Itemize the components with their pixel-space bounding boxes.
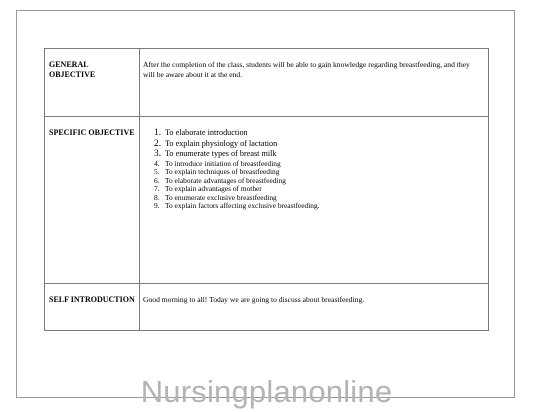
list-item-number: 8. [154,192,160,202]
self-introduction-label: SELF INTRODUCTION [45,284,140,331]
list-item-number: 1. [154,128,162,138]
table-row-self-introduction [45,284,489,331]
general-objective-label: GENERAL OBJECTIVE [45,49,140,117]
table-row-general-objective [45,49,489,117]
specific-objective-label: SPECIFIC OBJECTIVE [45,117,140,284]
list-item-text: To explain factors affecting exclusive breastfeeding. [165,201,320,211]
list-item [154,139,482,150]
watermark: Nursingplanonline [140,374,393,409]
list-item-number: 5. [154,167,160,177]
list-item-text: To explain physiology of lactation [165,138,278,148]
general-objective-text: After the completion of the class, students will be able to gain knowledge regarding breastfeeding, and they will be aware about it at the end. [140,49,489,117]
list-item [154,128,482,139]
list-item-number: 7. [154,184,160,194]
list-item-number: 3. [154,149,162,159]
specific-objective-list [143,128,482,211]
list-item-number: 4. [154,158,160,168]
list-item-number: 6. [154,175,160,185]
self-introduction-text: Good morning to all! Today we are going to discuss about breastfeeding. [140,284,489,331]
list-item-text: To elaborate advantages of breastfeeding [165,175,286,185]
list-item-number: 9. [154,201,160,211]
list-item [154,202,482,211]
list-item-text: To introduce initiation of breastfeeding [165,158,281,168]
lesson-plan-table [44,48,489,331]
list-item-number: 2. [154,138,162,149]
list-item-text: To enumerate exclusive breastfeeding [165,192,277,202]
table-row-specific-objective [45,117,489,284]
list-item-text: To elaborate introduction [165,128,248,137]
list-item [154,149,482,160]
specific-objective-content [140,117,489,284]
list-item-text: To explain advantages of mother [165,184,262,194]
list-item-text: To enumerate types of breast milk [165,149,277,158]
list-item-text: To explain techniques of breastfeeding [165,167,280,177]
